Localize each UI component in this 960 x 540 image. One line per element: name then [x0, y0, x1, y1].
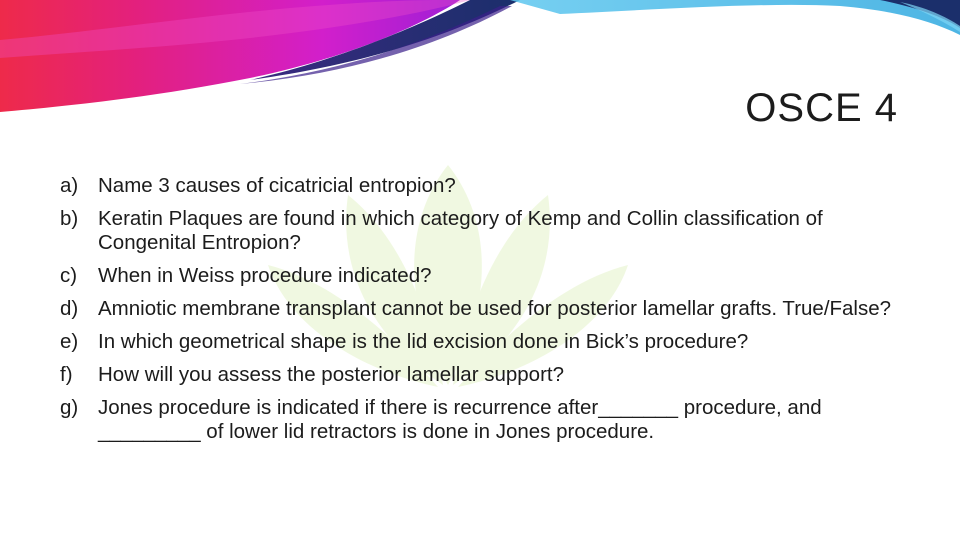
question-item-g — [60, 396, 900, 444]
question-text: Amniotic membrane transplant cannot be used for posterior lamellar grafts. True/False? — [98, 297, 892, 320]
question-marker: f) — [60, 363, 73, 386]
question-marker: b) — [60, 207, 79, 230]
question-marker: c) — [60, 264, 78, 287]
question-marker: g) — [60, 396, 79, 419]
question-item-a — [60, 174, 900, 198]
question-marker: e) — [60, 330, 79, 353]
question-item-c — [60, 264, 900, 288]
question-item-f — [60, 363, 900, 387]
question-text: Keratin Plaques are found in which category of Kemp and Collin classification of Congenital Entropion? — [98, 207, 823, 254]
question-text: How will you assess the posterior lamellar support? — [98, 363, 565, 386]
question-text: When in Weiss procedure indicated? — [98, 264, 432, 287]
question-item-d — [60, 297, 900, 321]
slide-title: OSCE 4 — [745, 86, 898, 130]
question-marker: d) — [60, 297, 79, 320]
question-item-b — [60, 207, 900, 255]
question-text: Jones procedure is indicated if there is recurrence after_______ procedure, and _________ of lower lid retractors is done in Jones procedure. — [98, 396, 822, 443]
question-text: In which geometrical shape is the lid excision done in Bick’s procedure? — [98, 330, 749, 353]
question-item-e — [60, 330, 900, 354]
question-list — [60, 174, 900, 453]
question-marker: a) — [60, 174, 79, 197]
question-text: Name 3 causes of cicatricial entropion? — [98, 174, 456, 197]
